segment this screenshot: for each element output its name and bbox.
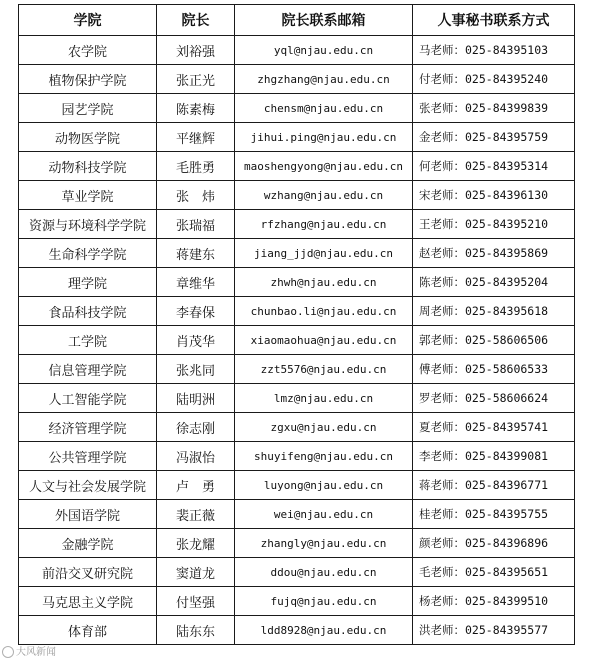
table-row — [19, 442, 575, 471]
cell-hr-contact: 罗老师：025-58606624 — [413, 384, 575, 413]
cell-college: 园艺学院 — [19, 94, 157, 123]
cell-college: 金融学院 — [19, 529, 157, 558]
cell-dean: 李春保 — [157, 297, 235, 326]
cell-dean: 窦道龙 — [157, 558, 235, 587]
cell-hr-contact: 赵老师：025-84395869 — [413, 239, 575, 268]
cell-college: 信息管理学院 — [19, 355, 157, 384]
cell-hr-contact: 王老师：025-84395210 — [413, 210, 575, 239]
table-row — [19, 152, 575, 181]
header-dean: 院长 — [157, 5, 235, 36]
cell-college: 马克思主义学院 — [19, 587, 157, 616]
cell-college: 工学院 — [19, 326, 157, 355]
table-row — [19, 500, 575, 529]
cell-hr-contact: 颜老师：025-84396896 — [413, 529, 575, 558]
cell-dean: 平继辉 — [157, 123, 235, 152]
cell-college: 生命科学学院 — [19, 239, 157, 268]
cell-college: 理学院 — [19, 268, 157, 297]
table-row — [19, 239, 575, 268]
cell-dean-email: maoshengyong@njau.edu.cn — [235, 152, 413, 181]
table-row — [19, 65, 575, 94]
cell-college: 资源与环境科学学院 — [19, 210, 157, 239]
cell-hr-contact: 洪老师：025-84395577 — [413, 616, 575, 645]
header-dean-email: 院长联系邮箱 — [235, 5, 413, 36]
cell-dean: 卢 勇 — [157, 471, 235, 500]
cell-dean-email: fujq@njau.edu.cn — [235, 587, 413, 616]
cell-dean: 张龙耀 — [157, 529, 235, 558]
cell-hr-contact: 李老师：025-84399081 — [413, 442, 575, 471]
cell-dean: 付坚强 — [157, 587, 235, 616]
table-row — [19, 413, 575, 442]
cell-dean-email: zgxu@njau.edu.cn — [235, 413, 413, 442]
cell-college: 草业学院 — [19, 181, 157, 210]
cell-hr-contact: 金老师：025-84395759 — [413, 123, 575, 152]
table-row — [19, 123, 575, 152]
cell-dean: 裴正薇 — [157, 500, 235, 529]
table-header-row — [19, 5, 575, 36]
cell-dean: 陈素梅 — [157, 94, 235, 123]
table-row — [19, 587, 575, 616]
cell-dean: 刘裕强 — [157, 36, 235, 65]
cell-dean-email: luyong@njau.edu.cn — [235, 471, 413, 500]
cell-dean: 张正光 — [157, 65, 235, 94]
cell-dean-email: jihui.ping@njau.edu.cn — [235, 123, 413, 152]
table-row — [19, 384, 575, 413]
cell-hr-contact: 付老师：025-84395240 — [413, 65, 575, 94]
cell-dean-email: zzt5576@njau.edu.cn — [235, 355, 413, 384]
cell-dean-email: yql@njau.edu.cn — [235, 36, 413, 65]
cell-dean: 陆东东 — [157, 616, 235, 645]
cell-hr-contact: 陈老师：025-84395204 — [413, 268, 575, 297]
cell-dean: 陆明洲 — [157, 384, 235, 413]
table-row — [19, 471, 575, 500]
table-row — [19, 181, 575, 210]
college-contact-table-container — [18, 4, 574, 645]
table-row — [19, 268, 575, 297]
cell-hr-contact: 马老师：025-84395103 — [413, 36, 575, 65]
cell-dean: 张兆同 — [157, 355, 235, 384]
cell-dean-email: zhangly@njau.edu.cn — [235, 529, 413, 558]
table-body — [19, 36, 575, 645]
cell-college: 人文与社会发展学院 — [19, 471, 157, 500]
college-contact-table — [18, 4, 575, 645]
watermark-logo-icon — [2, 646, 14, 658]
table-row — [19, 558, 575, 587]
header-college: 学院 — [19, 5, 157, 36]
cell-dean-email: chunbao.li@njau.edu.cn — [235, 297, 413, 326]
cell-hr-contact: 张老师：025-84399839 — [413, 94, 575, 123]
cell-hr-contact: 桂老师：025-84395755 — [413, 500, 575, 529]
cell-dean: 蒋建东 — [157, 239, 235, 268]
cell-dean: 张 炜 — [157, 181, 235, 210]
cell-dean: 徐志刚 — [157, 413, 235, 442]
watermark-text: 大风新闻 — [16, 647, 56, 658]
table-row — [19, 326, 575, 355]
table-row — [19, 616, 575, 645]
table-row — [19, 355, 575, 384]
cell-hr-contact: 宋老师：025-84396130 — [413, 181, 575, 210]
header-hr-contact: 人事秘书联系方式 — [413, 5, 575, 36]
cell-dean: 章维华 — [157, 268, 235, 297]
cell-dean-email: lmz@njau.edu.cn — [235, 384, 413, 413]
cell-hr-contact: 周老师：025-84395618 — [413, 297, 575, 326]
cell-college: 公共管理学院 — [19, 442, 157, 471]
table-row — [19, 94, 575, 123]
watermark — [2, 643, 56, 658]
table-row — [19, 297, 575, 326]
cell-dean-email: wei@njau.edu.cn — [235, 500, 413, 529]
cell-college: 植物保护学院 — [19, 65, 157, 94]
cell-dean-email: zhgzhang@njau.edu.cn — [235, 65, 413, 94]
cell-hr-contact: 杨老师：025-84399510 — [413, 587, 575, 616]
table-row — [19, 36, 575, 65]
cell-college: 前沿交叉研究院 — [19, 558, 157, 587]
cell-dean-email: ddou@njau.edu.cn — [235, 558, 413, 587]
cell-dean: 张瑞福 — [157, 210, 235, 239]
cell-dean-email: zhwh@njau.edu.cn — [235, 268, 413, 297]
cell-dean-email: wzhang@njau.edu.cn — [235, 181, 413, 210]
table-row — [19, 529, 575, 558]
cell-dean-email: jiang_jjd@njau.edu.cn — [235, 239, 413, 268]
cell-dean-email: chensm@njau.edu.cn — [235, 94, 413, 123]
cell-college: 动物科技学院 — [19, 152, 157, 181]
cell-hr-contact: 何老师：025-84395314 — [413, 152, 575, 181]
cell-hr-contact: 蒋老师：025-84396771 — [413, 471, 575, 500]
cell-dean-email: xiaomaohua@njau.edu.cn — [235, 326, 413, 355]
cell-dean-email: rfzhang@njau.edu.cn — [235, 210, 413, 239]
cell-college: 经济管理学院 — [19, 413, 157, 442]
cell-hr-contact: 夏老师：025-84395741 — [413, 413, 575, 442]
cell-dean: 冯淑怡 — [157, 442, 235, 471]
cell-hr-contact: 毛老师：025-84395651 — [413, 558, 575, 587]
cell-college: 动物医学院 — [19, 123, 157, 152]
table-row — [19, 210, 575, 239]
cell-college: 外国语学院 — [19, 500, 157, 529]
cell-dean-email: shuyifeng@njau.edu.cn — [235, 442, 413, 471]
cell-dean: 肖茂华 — [157, 326, 235, 355]
cell-college: 人工智能学院 — [19, 384, 157, 413]
cell-dean-email: ldd8928@njau.edu.cn — [235, 616, 413, 645]
cell-college: 农学院 — [19, 36, 157, 65]
cell-hr-contact: 傅老师：025-58606533 — [413, 355, 575, 384]
cell-college: 体育部 — [19, 616, 157, 645]
cell-college: 食品科技学院 — [19, 297, 157, 326]
cell-hr-contact: 郭老师：025-58606506 — [413, 326, 575, 355]
cell-dean: 毛胜勇 — [157, 152, 235, 181]
